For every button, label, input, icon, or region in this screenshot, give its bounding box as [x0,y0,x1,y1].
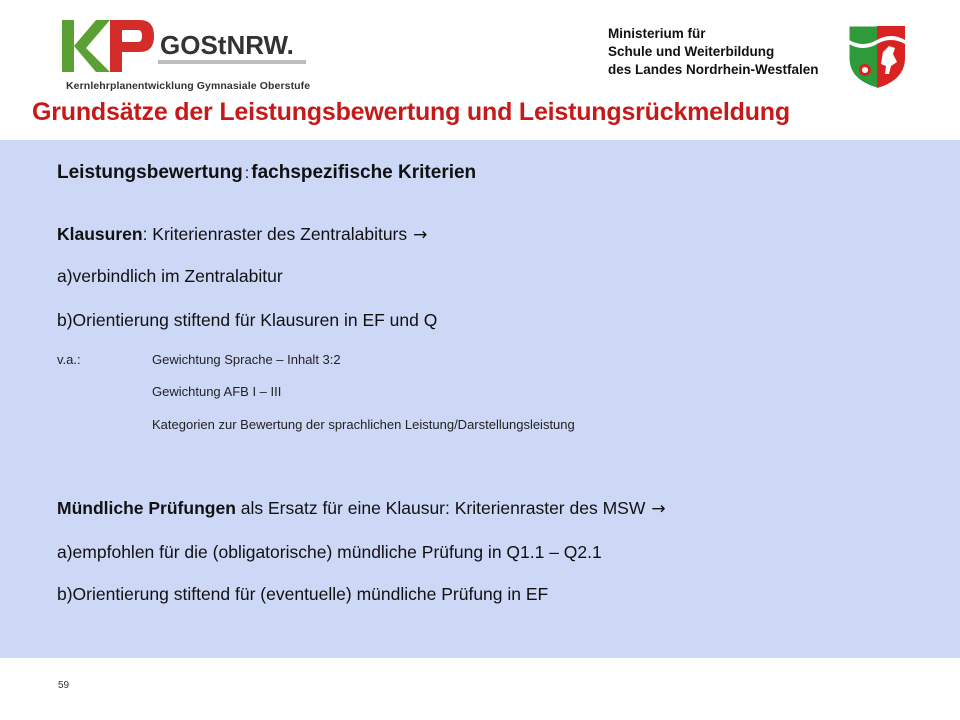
heading-part-1: Leistungsbewertung [57,162,243,183]
arrow-right-icon: → [651,499,666,519]
heading-separator: : [244,165,250,182]
logo-brand-text: GOStNRW. [160,30,294,60]
ministry-line-3: des Landes Nordrhein-Westfalen [608,62,819,77]
klausuren-text: : Kriterienraster des Zentralabiturs [142,224,408,244]
va-item-2: Gewichtung AFB I – III [152,384,282,399]
logo-tagline: Kernlehrplanentwicklung Gymnasiale Oberstufe [66,80,311,92]
heading-part-2: fachspezifische Kriterien [251,162,477,183]
klausuren-line [57,224,427,245]
section-heading [57,162,476,184]
muendlich-text: als Ersatz für eine Klausur: Kriterienraster des MSW [235,498,646,518]
ministry-line-2: Schule und Weiterbildung [608,44,775,59]
va-item-3: Kategorien zur Bewertung der sprachlichen Leistung/Darstellungsleistung [152,417,575,432]
ministry-line-1: Ministerium für [608,26,706,41]
klausuren-item-b: b)Orientierung stiftend für Klausuren in EF und Q [57,310,438,330]
va-item-1 [57,352,341,367]
klausuren-label: Klausuren [57,224,143,244]
arrow-right-icon: → [413,225,428,245]
muendlich-label: Mündliche Prüfungen [57,498,236,518]
kp-logo-graphic [58,14,310,78]
va-item-text-1: Gewichtung Sprache – Inhalt 3:2 [152,352,341,367]
nrw-coat-of-arms-icon [845,22,909,90]
muendlich-item-a: a)empfohlen für die (obligatorische) mündliche Prüfung in Q1.1 – Q2.1 [57,542,602,562]
klausuren-item-a: a)verbindlich im Zentralabitur [57,266,283,286]
va-label: v.a.: [57,352,81,367]
page-number: 59 [58,680,70,691]
page-title: Grundsätze der Leistungsbewertung und Leistungsrückmeldung [32,98,790,126]
ministry-name [608,25,819,79]
content-panel [0,140,960,658]
kp-gost-nrw-logo [58,14,311,92]
muendlich-item-b: b)Orientierung stiftend für (eventuelle) mündliche Prüfung in EF [57,584,549,604]
muendlich-line [57,498,666,519]
